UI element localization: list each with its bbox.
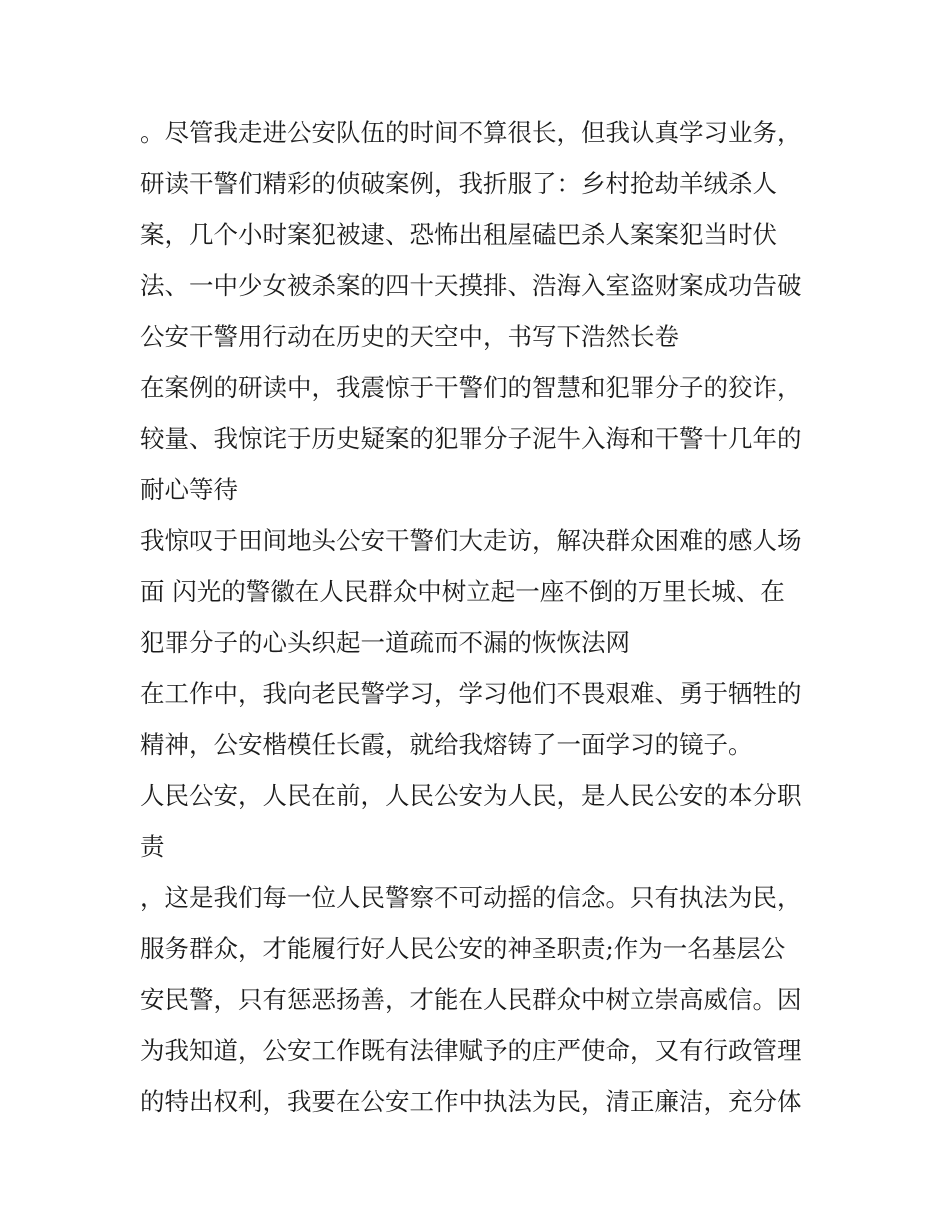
text-line: 面 闪光的警徽在人民群众中树立起一座不倒的万里长城、在 <box>140 577 785 606</box>
text-line: 责 <box>140 832 165 861</box>
text-line: 在工作中，我向老民警学习，学习他们不畏艰难、勇于牺牲的 <box>140 679 802 708</box>
text-line: 在案例的研读中，我震惊于干警们的智慧和犯罪分子的狡诈， <box>140 373 802 402</box>
text-line: 。尽管我走进公安队伍的时间不算很长，但我认真学习业务， <box>140 118 802 147</box>
text-line: 服务群众，才能履行好人民公安的神圣职责;作为一名基层公 <box>140 934 786 963</box>
text-line: 法、一中少女被杀案的四十天摸排、浩海入室盗财案成功告破 <box>140 271 802 300</box>
text-line: 较量、我惊诧于历史疑案的犯罪分子泥牛入海和干警十几年的 <box>140 424 802 453</box>
text-line: 精神，公安楷模任长霞，就给我熔铸了一面学习的镜子。 <box>140 730 753 759</box>
text-line: 犯罪分子的心头织起一道疏而不漏的恢恢法网 <box>140 628 630 657</box>
text-line: 案，几个小时案犯被逮、恐怖出租屋磕巴杀人案案犯当时伏 <box>140 220 777 249</box>
text-line: 人民公安，人民在前，人民公安为人民，是人民公安的本分职 <box>140 781 802 810</box>
text-line: 安民警，只有惩恶扬善，才能在人民群众中树立崇高威信。因 <box>140 985 802 1014</box>
text-line: 的特出权利，我要在公安工作中执法为民，清正廉洁，充分体 <box>140 1087 802 1116</box>
text-line: 公安干警用行动在历史的天空中，书写下浩然长卷 <box>140 322 679 351</box>
text-line: ，这是我们每一位人民警察不可动摇的信念。只有执法为民， <box>140 883 802 912</box>
document-body <box>140 107 820 1127</box>
text-line: 耐心等待 <box>140 475 238 504</box>
text-line: 我惊叹于田间地头公安干警们大走访，解决群众困难的感人场 <box>140 526 802 555</box>
text-line: 研读干警们精彩的侦破案例，我折服了：乡村抢劫羊绒杀人 <box>140 169 777 198</box>
text-line: 为我知道，公安工作既有法律赋予的庄严使命，又有行政管理 <box>140 1036 802 1065</box>
